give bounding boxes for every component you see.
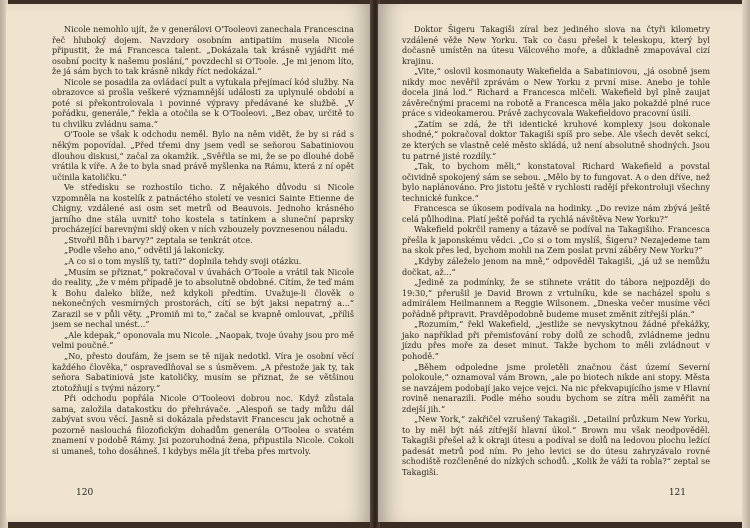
paragraph: „Podle všeho ano,“ odvětil já lakonicky.	[64, 245, 225, 256]
left-page-number: 120	[76, 488, 94, 498]
right-page-edges	[742, 0, 750, 528]
paragraph: „A co si o tom myslíš ty, tati?“ doplnila tehdy svoji otázku.	[64, 256, 302, 267]
right-page-number: 121	[668, 488, 686, 498]
paragraph: Wakefield pokrčil rameny a tázavě se podíval na Takagišiho. Francesca přešla k japonskému vědci. „Co si o tom myslíš, Šigeru? Nezajedeme tam na skok přes led, bychom mohli na Zem poslat první záběry New Yorku?“	[402, 224, 710, 256]
left-page	[6, 4, 372, 522]
paragraph: „Musím se přiznat,“ pokračoval v úvahách O'Toole a vrátil tak Nicole do reality, „že v mém případě je to absolutně obdobné. Cítím, že teď mám k Bohu daleko blíže, než kdykoli předtím. Uvažuje-li člověk o nekonečných vesmírných prostorách, cítí se být jaksi nepatrný a...“ Zarazil se v půli věty. „Promiň mi to,“ začal se kvapně omlouvat, „příliš jsem se nechal unést...“	[52, 266, 354, 330]
paragraph: „Jedině za podmínky, že se stihnete vrátit do tábora nejpozději do 19:30,“ přerušil je David Brown z vrtulníku, kde se nacházel spolu s admirálem Heilmannem a Reggie Wilsonem. „Dneska večer musíme věci pořádně připravit. Pravděpodobně budeme muset změnit zítřejší plán.“	[402, 277, 710, 319]
paragraph: „Rozumím,“ řekl Wakefield, „jestliže se nevyskytnou žádné překážky, jako například při přemisťování roby dolů ze schodů, zvládneme jednu jízdu přes moře za deset minut. Takže bychom to měli zvládnout v pohodě.“	[402, 319, 710, 361]
paragraph: „Kdyby záleželo jenom na mně,“ odpověděl Takagiši, „já už se nemůžu dočkat, až...“	[402, 256, 710, 277]
paragraph: O'Toole se však k odchodu neměl. Bylo na něm vidět, že by si rád s někým popovídal. „Před třemi dny jsem vedl se seňorou Sabatiniovou dlouhou diskusi,“ začal za okamžik. „Svěřila se mi, že se po dlouhé době vrátila k víře. A že to byla snad právě myšlenka na Rámu, která z ní opět učinila katoličku.“	[52, 129, 354, 182]
paragraph: „Ale kdepak,“ oponovala mu Nicole. „Naopak, tvoje úvahy jsou pro mě velmi poučné.“	[52, 329, 354, 351]
paragraph: „Stvořil Bůh i barvy?“ zeptala se tenkrát otce.	[64, 234, 253, 245]
paragraph: „New York,“ zakřičel vzrušený Takagiši. „Detailní průzkum New Yorku, to by měl být náš zítřejší hlavní úkol.“ Brown mu však neodpověděl. Takagiši přešel až k okraji útesu a podíval se dolů na ledovou plochu ležící padesát metrů pod ním. Po jeho levici se do útesu zahryzávalo rovné schodiště rozčleněné do nízkých schodů. „Kolik že váží ta robla?“ zeptal se Takagiši.	[402, 414, 710, 477]
paragraph: Nicole se posadila za ovládací pult a vyťukala přejímací kód služby. Na obrazovce si prošla veškeré významnější události za uplynulé období a poté si překontrolovala i povinné výpravy předávané ke službě. „V pořádku, generále,“ řekla a otočila se k O'Tooleovi. „Bez obav, určitě to tu chvilku zvládnu sama.“	[52, 76, 354, 129]
paragraph: Ve středisku se rozhostilo ticho. Z nějakého důvodu si Nicole vzpomněla na kostelík z patnáctého století ve vesnici Sainte Etienne de Chigny, vzdálené asi osm set metrů od Beauvois. Jednoho krásného jarního dne stála uvnitř toho kostela s tatínkem a sluneční paprsky procházející barevnými sklý oken v ních vzbouzely povznesenou náladu.	[52, 182, 354, 235]
right-page-text	[402, 24, 710, 478]
right-page	[378, 4, 744, 522]
paragraph: „Zatím se zdá, že tři identické kruhové komplexy jsou dokonale shodné,“ pokračoval doktor Takagiši spíš pro sebe. Ale všech devět sekcí, ze kterých se vlastně celé město skládá, už není absolutně shodných. Jsou tu patrné jisté rozdíly.“	[402, 118, 710, 161]
paragraph: Při odchodu popřála Nicole O'Tooleovi dobrou noc. Když zůstala sama, založila datakostku do přehrávače. „Alespoň se tady můžu dál zabývat svou věcí. Jasně si dokázala představit Francescu jak ochotně a pozorně naslouchá filozofickým dohadům generála O'Toolea o svatém znamení v podobě Rámy. Jsi pozoruhodná žena, připustila Nicole. Cokoli si umaneš, toho dosáhneš. I kdybys měla jít třeba přes mrtvoly.	[52, 393, 354, 456]
paragraph: Francesca se úkosem podívala na hodinky. „Do revize nám zbývá ještě celá půlhodina. Platí ještě pořád ta rychlá návštěva New Yorku?“	[402, 203, 710, 224]
paragraph: „Tak, to bychom měli,“ konstatoval Richard Wakefield a povstal očividně spokojený sám se sebou. „Mělo by to fungovat. A o den dříve, než bylo naplánováno. Pro jistotu ještě v rychlosti radějí překontroluji všechny technické funkce.“	[402, 161, 710, 203]
paragraph: „No, přesto doufám, že jsem se tě nijak nedotkl. Víra je osobní věcí každého člověka,“ ospravedlňoval se s úsměvem. „A přestože jak ty, tak seňora Sabatiniová jste katoličky, musím se přiznat, že se většinou ztotožňují s tvými názory.“	[52, 350, 354, 393]
paragraph: Doktor Šigeru Takagiši zíral bez jediného slova na čtyři kilometry vzdálené věže New Yorku. Tak co času přešel k teleskopu, který byl dočasně umístěn na útesu Válcového moře, a důkladně zmapovával cizí krajinu.	[402, 24, 710, 66]
left-page-text	[52, 24, 354, 456]
paragraph: Nicole nemohlo ujít, že v generálovi O'Tooleovi zanechala Francescina řeč hluboký dojem. Navzdory osobním antipatiím musela Nicole připustit, že má Francesca talent. „Dokázala tak krásně vyjádřit mé osobní pocity k našemu poslání,“ povzdechl si O'Toole. „Je mi jenom líto, že já sám bych to tak krásně nikdy říct nedokázal.“	[52, 24, 354, 77]
paragraph: „Během odpoledne jsme proletěli značnou část území Severní polokoule,“ oznamoval vám Brown, „ale po biotech nikde ani stopy. Města se navzájem podobají jako vejce vejci. Na nic překvapujícího jsme v Hlavní rovině nenarazili. Podle mého soudu bychom se zítra měli zaměřit na zdejší jih.“	[402, 361, 710, 414]
paragraph: „Vite,“ oslovil kosmonauty Wakefielda a Sabatiniovou, „já osobně jsem nikdy moc nevěřil zprávám o New Yorku z první mise. Anebo je tohle docela jiná lod.“ Richard a Francesca mlčeli. Wakefield byl plně zaujat závěrečnými pracemi na robotě a Francesca měla jako pokaždé plné ruce práce s videokamerou. Právě zachycovala Wakefieldovo pracovní úsilí.	[402, 66, 710, 119]
